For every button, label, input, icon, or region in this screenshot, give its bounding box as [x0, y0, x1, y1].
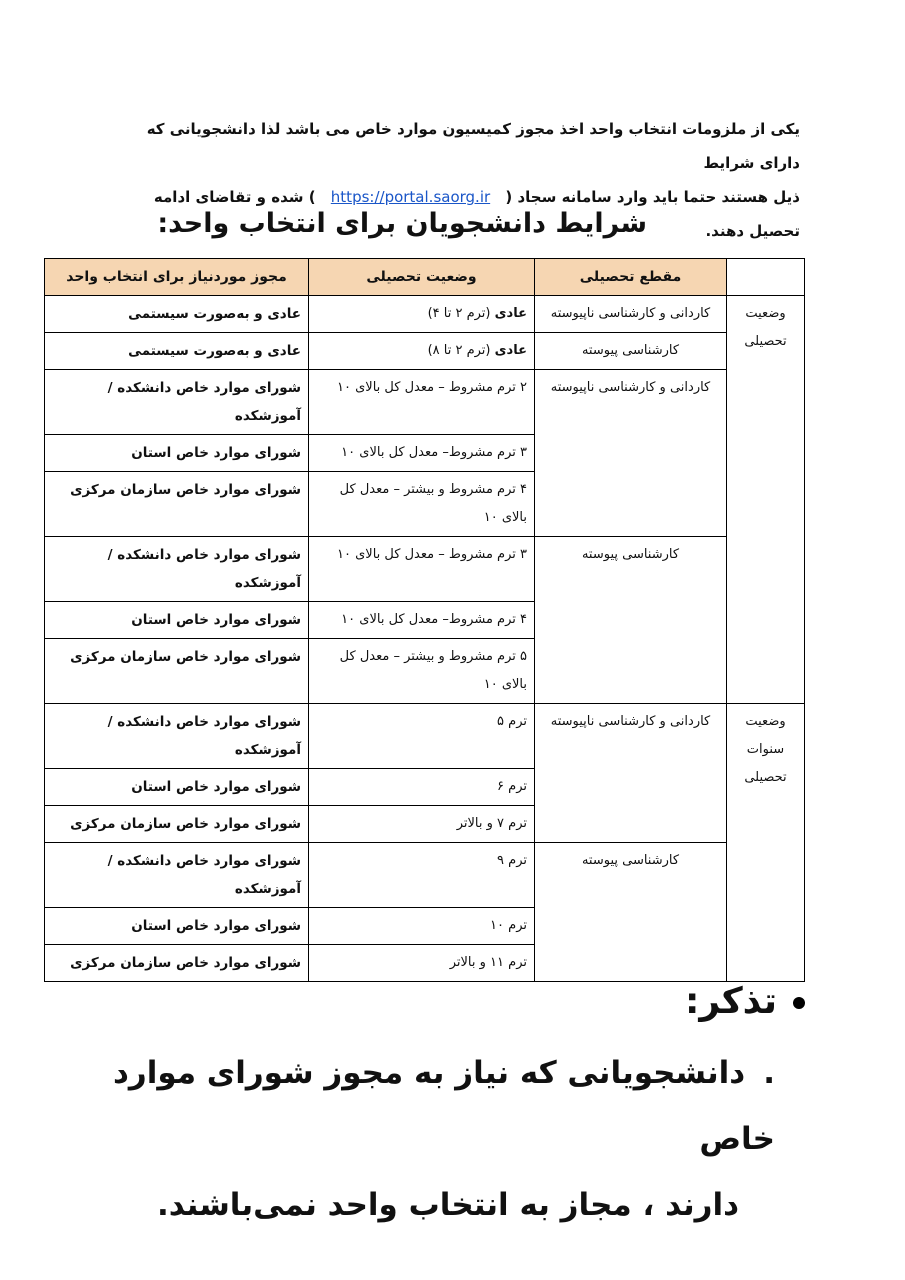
reminder-title: تذکر: — [684, 981, 777, 1022]
permit-cell: شورای موارد خاص سازمان مرکزی — [45, 945, 309, 982]
permit-cell: شورای موارد خاص دانشکده / آموزشکده — [45, 704, 309, 769]
status-cell: ۳ ترم مشروط – معدل کل بالای ۱۰ — [309, 537, 535, 602]
header-status: وضعیت تحصیلی — [309, 259, 535, 296]
status-cell: ترم ۶ — [309, 769, 535, 806]
level-cell: کارشناسی پیوسته — [535, 843, 727, 982]
header-level: مقطع تحصیلی — [535, 259, 727, 296]
table-row — [45, 704, 805, 769]
intro-line-2-end: ) شده و تقاضای ادامه تحصیل دهند. — [153, 188, 800, 240]
permit-cell: عادی و به‌صورت سیستمی — [45, 296, 309, 333]
reminder-title-row — [105, 972, 805, 1032]
status-cell: ترم ۹ — [309, 843, 535, 908]
level-cell: کاردانی و کارشناسی ناپیوسته — [535, 370, 727, 537]
table-row — [45, 537, 805, 602]
reminder-dot: . — [763, 1055, 775, 1091]
header-permit: مجوز موردنیاز برای انتخاب واحد — [45, 259, 309, 296]
permit-cell: شورای موارد خاص سازمان مرکزی — [45, 472, 309, 537]
intro-line-1: یکی از ملزومات انتخاب واحد اخذ مجوز کمیسیون موارد خاص می باشد لذا دانشجویانی که دارای شرایط — [146, 120, 800, 172]
status-bold: عادی — [494, 306, 527, 321]
group-years-line-1: وضعیت — [745, 714, 786, 729]
status-cell: ۴ ترم مشروط– معدل کل بالای ۱۰ — [309, 602, 535, 639]
status-cell: ۴ ترم مشروط و بیشتر – معدل کل بالای ۱۰ — [309, 472, 535, 537]
reminder-line-1-text: دانشجویانی که نیاز به مجوز شورای موارد خاص — [113, 1055, 775, 1157]
table-row — [45, 333, 805, 370]
status-cell — [309, 296, 535, 333]
status-bold: عادی — [494, 343, 527, 358]
table-header-row — [45, 259, 805, 296]
status-cell — [309, 333, 535, 370]
permit-cell: عادی و به‌صورت سیستمی — [45, 333, 309, 370]
header-blank-cell — [727, 259, 805, 296]
status-cell: ترم ۵ — [309, 704, 535, 769]
status-cell: ۲ ترم مشروط – معدل کل بالای ۱۰ — [309, 370, 535, 435]
group-years-status — [727, 704, 805, 982]
permit-cell: شورای موارد خاص استان — [45, 435, 309, 472]
status-text: (ترم ۲ تا ۴) — [427, 306, 491, 321]
page-title: شرایط دانشجویان برای انتخاب واحد: — [157, 208, 647, 239]
bullet-icon — [793, 997, 805, 1009]
group-years-line-2: سنوات — [746, 742, 785, 757]
table-row — [45, 296, 805, 333]
level-cell: کارشناسی پیوسته — [535, 333, 727, 370]
group-academic-status: وضعیت تحصیلی — [727, 296, 805, 704]
level-cell: کارشناسی پیوسته — [535, 537, 727, 704]
status-text: (ترم ۲ تا ۸) — [427, 343, 491, 358]
permit-cell: شورای موارد خاص دانشکده / آموزشکده — [45, 843, 309, 908]
permit-cell: شورای موارد خاص سازمان مرکزی — [45, 639, 309, 704]
permit-cell: شورای موارد خاص دانشکده / آموزشکده — [45, 537, 309, 602]
status-cell: ترم ۷ و بالاتر — [309, 806, 535, 843]
status-cell: ترم ۱۱ و بالاتر — [309, 945, 535, 982]
reminder-line-1 — [105, 1040, 775, 1172]
table-row — [45, 370, 805, 435]
intro-line-2-start: ذیل هستند حتما باید وارد سامانه سجاد ( — [505, 188, 800, 206]
permit-cell: شورای موارد خاص استان — [45, 602, 309, 639]
table-row — [45, 843, 805, 908]
permit-cell: شورای موارد خاص سازمان مرکزی — [45, 806, 309, 843]
conditions-table — [44, 258, 805, 982]
level-cell: کاردانی و کارشناسی ناپیوسته — [535, 704, 727, 843]
status-cell: ۳ ترم مشروط– معدل کل بالای ۱۰ — [309, 435, 535, 472]
permit-cell: شورای موارد خاص استان — [45, 769, 309, 806]
status-cell: ۵ ترم مشروط و بیشتر – معدل کل بالای ۱۰ — [309, 639, 535, 704]
reminder-line-2: دارند ، مجاز به انتخاب واحد نمی‌باشند. — [156, 1187, 739, 1223]
group-years-line-3: تحصیلی — [744, 770, 787, 785]
portal-link[interactable]: https://portal.saorg.ir — [330, 188, 491, 206]
reminder-body — [105, 1040, 805, 1238]
reminder-section — [105, 972, 805, 1238]
permit-cell: شورای موارد خاص دانشکده / آموزشکده — [45, 370, 309, 435]
level-cell: کاردانی و کارشناسی ناپیوسته — [535, 296, 727, 333]
status-cell: ترم ۱۰ — [309, 908, 535, 945]
permit-cell: شورای موارد خاص استان — [45, 908, 309, 945]
